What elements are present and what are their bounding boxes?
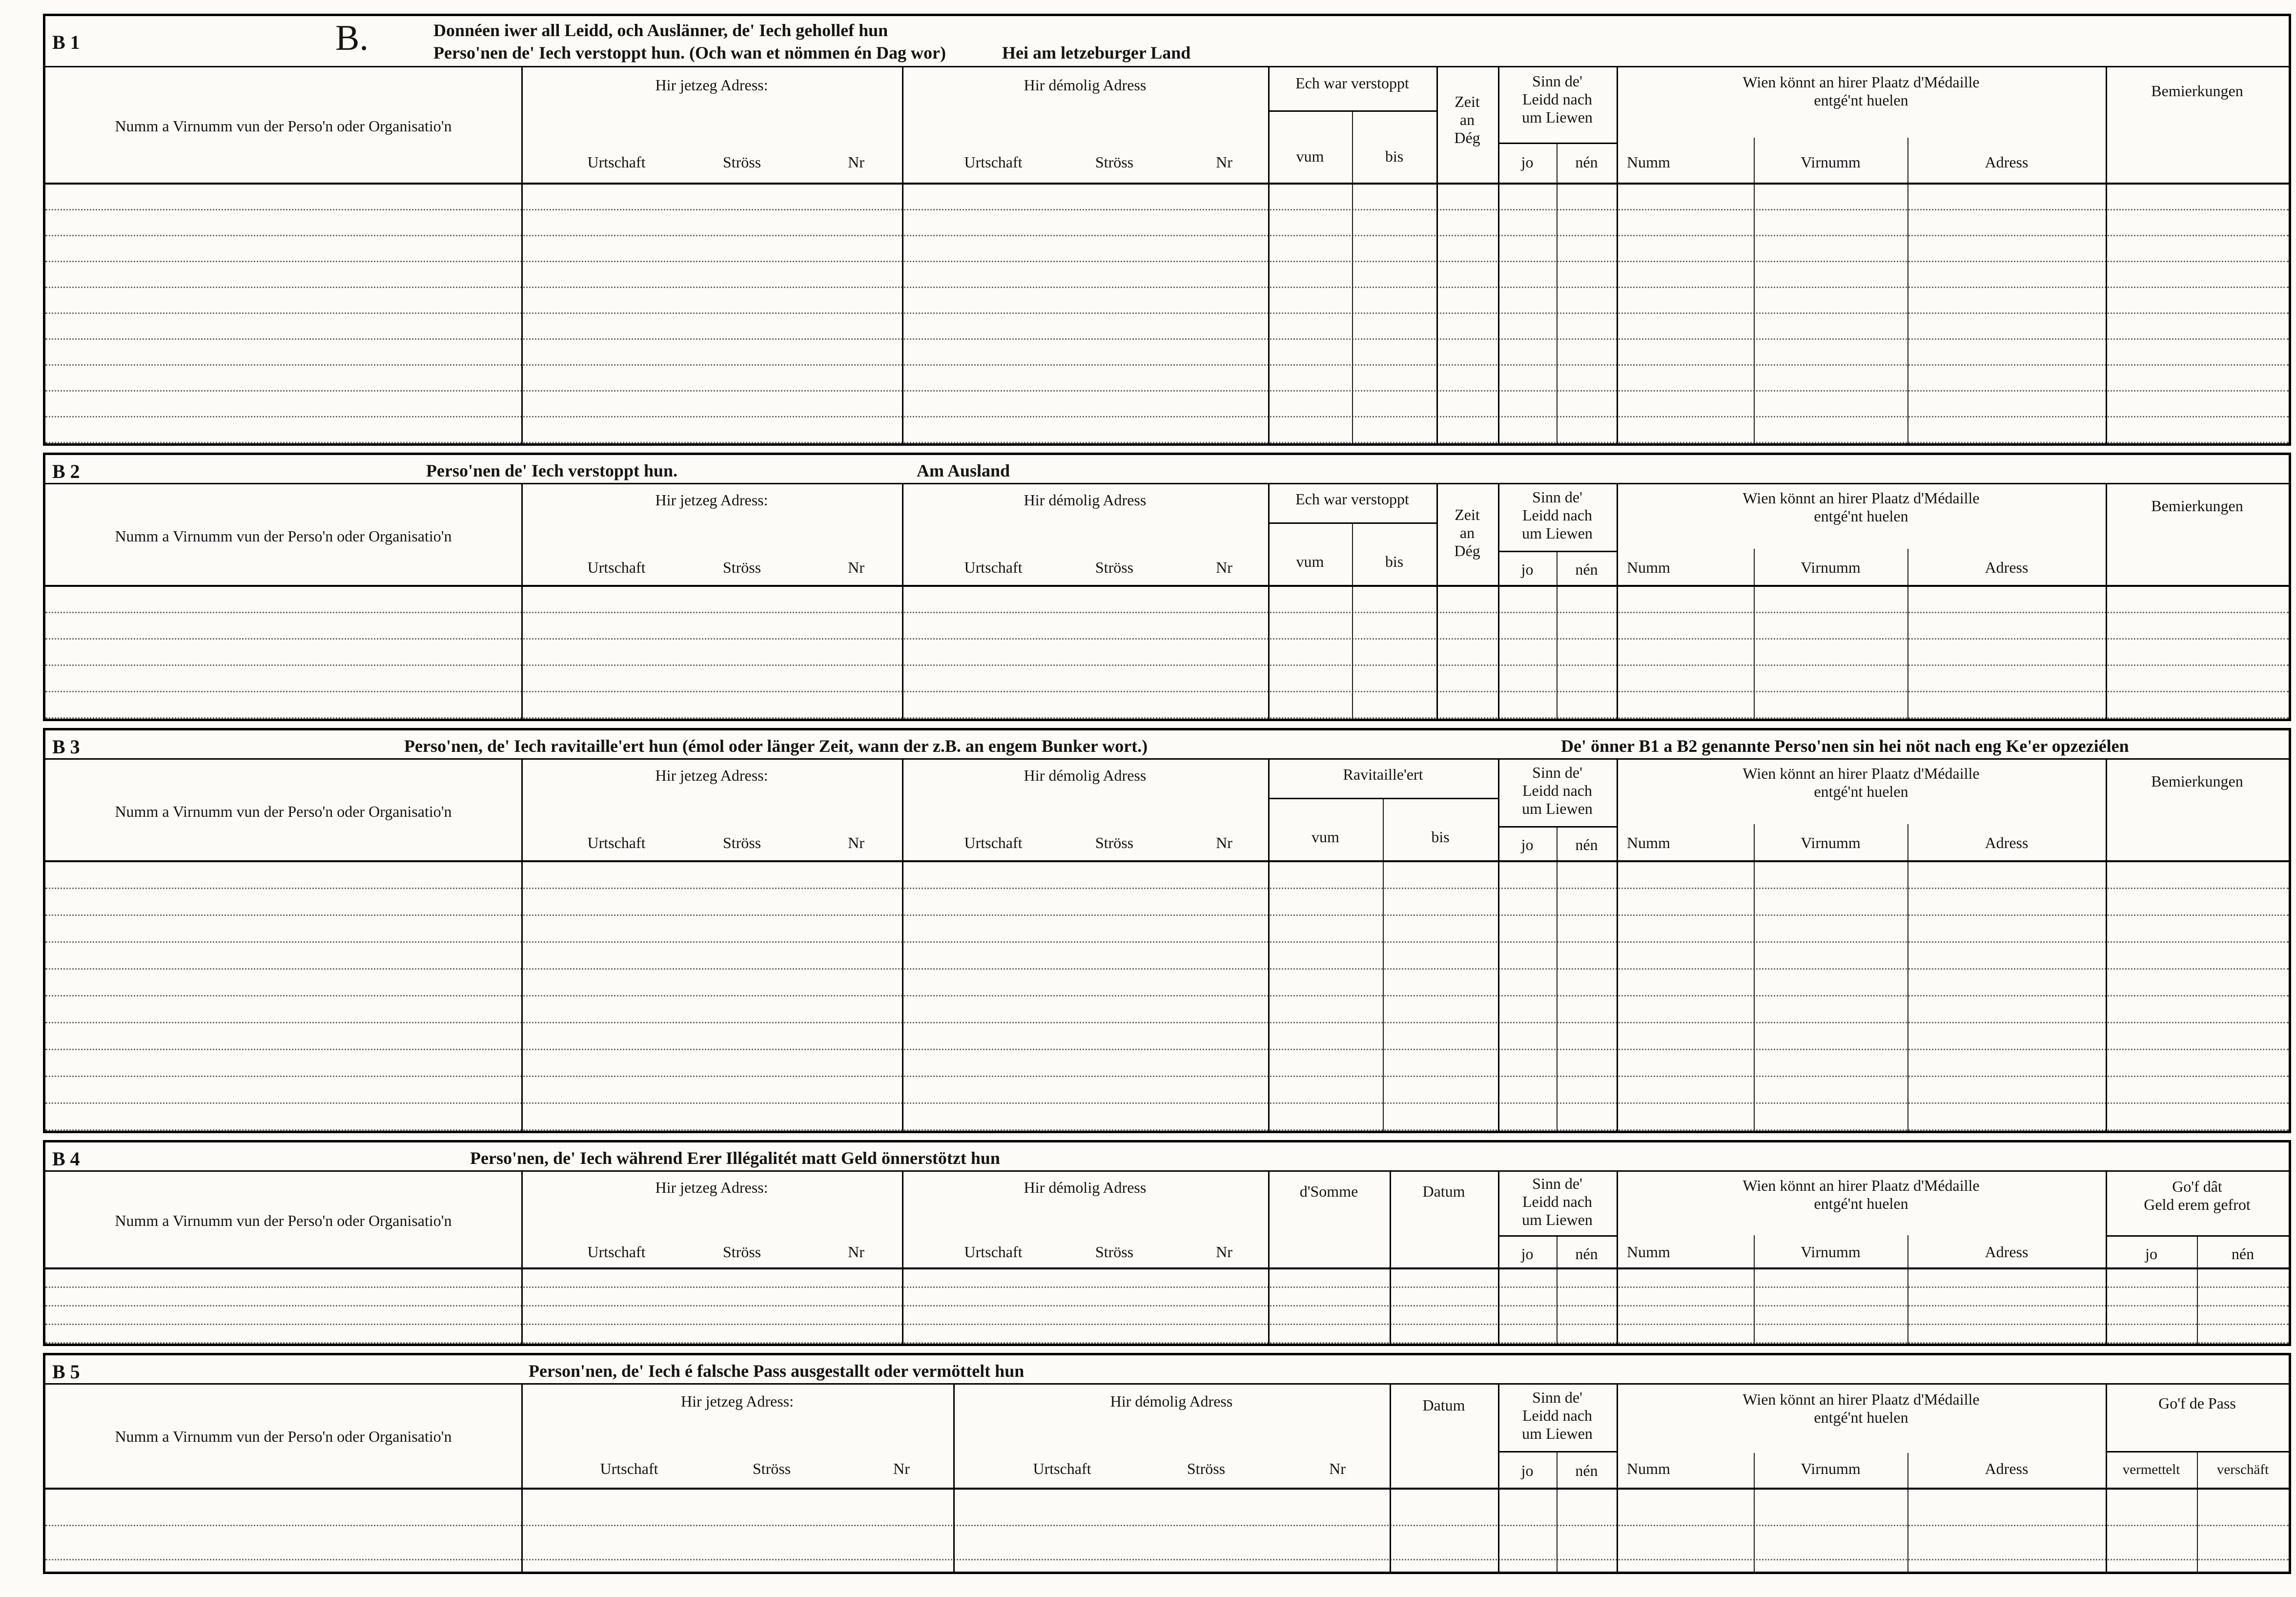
sub-header-jo: jo [1521,1462,1534,1479]
sub-header-nen: nén [1575,836,1598,853]
section-b4-header-band [45,1142,2289,1172]
medal-line2: entgé'nt huelen [1814,1408,1908,1426]
section-b5-body [45,1490,2289,1572]
alive-line2: Leidd nach [1522,1406,1593,1424]
sub-column-divider [1557,862,1558,1131]
section-title: Perso'nen, de' Iech ravitaille'ert hun (émol oder länger Zeit, wann der z.B. an engem Bunker wort.) [404,736,1148,756]
header-subdivider-line [1498,826,1617,828]
section-code: B 5 [52,1361,80,1383]
alive-line3: um Liewen [1522,108,1593,126]
column-divider [902,587,903,719]
write-line [45,613,2289,640]
sub-header-numm: Numm [1627,1243,1670,1261]
section-code: B 3 [52,736,80,758]
header-subdivider-line [1498,143,1617,144]
section-b1-column-headers [45,67,2289,185]
col-header-zeit-an-deg [1436,93,1498,146]
header-subdivider-line [1268,798,1498,799]
section-location: Hei am letzeburger Land [1002,43,1191,62]
alive-line1: Sinn de' [1532,72,1582,90]
sub-column-divider [1383,862,1384,1131]
alive-line2: Leidd nach [1522,90,1593,108]
column-divider [2106,587,2107,719]
section-title: Perso'nen de' Iech verstoppt hun. [426,461,678,480]
col-header-former-address: Hir démolig Adress [1024,76,1147,94]
alive-line2: Leidd nach [1522,506,1593,524]
sub-header-virnumm: Virnumm [1801,1243,1861,1261]
column-divider [1617,587,1618,719]
sub-header-vum: vum [1296,553,1324,570]
sub-column-divider [1557,1269,1558,1344]
medal-line1: Wien könnt an hirer Plaatz d'Médaille [1742,1390,1980,1408]
sub-column-divider [1907,1490,1908,1572]
col-header-former-address: Hir démolig Adress [1024,1179,1147,1196]
write-line [45,1050,2289,1077]
col-header-medal-recipient [1617,765,2106,801]
alive-line3: um Liewen [1522,1210,1593,1228]
sub-header-urtschaft: Urtschaft [964,559,1023,576]
column-divider [521,587,523,719]
zeit-line3: Dég [1454,541,1480,560]
medal-line1: Wien könnt an hirer Plaatz d'Médaille [1742,1177,1980,1194]
sub-header-jo: jo [1521,1245,1534,1263]
write-line [45,1490,2289,1526]
col-header-zeit-an-deg [1436,506,1498,560]
sub-header-stross: Ströss [1187,1460,1226,1477]
section-b4-column-headers [45,1172,2289,1269]
col-header-former-address: Hir démolig Adress [1024,767,1147,784]
section-b4 [43,1140,2291,1346]
col-header-bemierkungen: Bemierkungen [2151,82,2243,100]
sub-header-adress: Adress [1985,1460,2029,1477]
sub-header-stross: Ströss [1095,153,1134,171]
sub-header-numm: Numm [1627,559,1670,576]
zeit-line2: an [1459,110,1475,128]
section-title-line2: Perso'nen de' Iech verstoppt hun. (Och wan et nömmen én Dag wor) [433,43,946,62]
write-line [45,236,2289,262]
col-header-current-address: Hir jetzeg Adress: [655,1179,768,1196]
section-title: Perso'nen, de' Iech während Erer Illégalitét matt Geld önnerstötzt hun [470,1148,1000,1168]
col-header-bemierkungen: Bemierkungen [2151,772,2243,790]
section-b3-column-headers [45,760,2289,862]
medal-line1: Wien könnt an hirer Plaatz d'Médaille [1742,765,1980,782]
column-divider [1268,185,1270,443]
column-divider [1617,1269,1618,1344]
col-header-current-address: Hir jetzeg Adress: [655,76,768,94]
col-header-datum: Datum [1422,1182,1465,1200]
section-b1 [43,14,2291,446]
sub-header-urtschaft: Urtschaft [587,1243,646,1261]
sub-header-nen: nén [1575,560,1598,578]
write-line [45,970,2289,996]
form-table-area [43,14,2291,1581]
sub-header-urtschaft: Urtschaft [964,1243,1023,1261]
section-code: B 2 [52,460,80,482]
sub-header-nen: nén [1575,153,1598,171]
column-divider [1390,1269,1391,1344]
column-divider [1617,1490,1618,1572]
col-header-alive [1498,1175,1617,1228]
alive-line1: Sinn de' [1532,1389,1582,1406]
sub-header-jo: jo [1521,560,1534,578]
sub-header-nr: Nr [848,1243,864,1261]
sub-header-bis: bis [1385,147,1404,165]
write-line [45,1077,2289,1104]
col-header-hidden-period: Ech war verstoppt [1295,74,1409,92]
col-header-somme: d'Somme [1299,1182,1358,1200]
sub-header-stross: Ströss [722,834,761,851]
section-b1-header-band [45,16,2289,67]
medal-line2: entgé'nt huelen [1814,782,1908,800]
sub-header-adress: Adress [1985,153,2029,171]
sub-header-vum: vum [1312,828,1339,846]
col-header-former-address: Hir démolig Adress [1110,1392,1233,1410]
write-line [45,666,2289,692]
sub-header-nr: Nr [848,153,864,171]
sub-column-divider [1754,185,1755,443]
sub-header-virnumm: Virnumm [1801,153,1861,171]
col-header-current-address: Hir jetzeg Adress: [680,1392,794,1410]
col-header-alive [1498,1389,1617,1442]
column-divider [1617,185,1618,443]
column-divider [1498,1269,1499,1344]
sub-header-adress: Adress [1985,1243,2029,1261]
write-line [45,916,2289,943]
sub-header-nr: Nr [1216,834,1232,851]
sub-header-stross: Ströss [1095,1243,1134,1261]
col-header-bemierkungen: Bemierkungen [2151,497,2243,515]
sub-header-nen: nén [1575,1462,1598,1479]
sub-column-divider [1907,587,1908,719]
sub-column-divider [1557,1490,1558,1572]
sub-column-divider [1754,1490,1755,1572]
sub-header-numm: Numm [1627,1460,1670,1477]
sub-header-nen: nén [2231,1245,2255,1263]
section-code: B 1 [52,31,80,53]
medal-line1: Wien könnt an hirer Plaatz d'Médaille [1742,73,1980,91]
sub-header-urtschaft: Urtschaft [587,834,646,851]
col-header-datum: Datum [1422,1396,1465,1414]
write-line [45,1288,2289,1307]
section-title-line1: Donnéen iwer all Leidd, och Auslänner, de' Iech gehollef hun [433,21,888,40]
section-code: B 4 [52,1148,80,1170]
write-line [45,392,2289,417]
column-divider [1268,862,1270,1131]
col-header-name: Numm a Virnumm vun der Perso'n oder Organisatio'n [115,1428,452,1445]
col-header-geld-refund [2106,1178,2289,1214]
write-line [45,996,2289,1023]
column-divider [1617,862,1618,1131]
sub-header-jo: jo [1521,836,1534,853]
section-b3-body [45,862,2289,1131]
sub-header-nr: Nr [848,559,864,576]
zeit-line2: an [1459,523,1475,541]
sub-header-nr: Nr [893,1460,910,1477]
col-header-alive [1498,488,1617,542]
sub-column-divider [1754,862,1755,1131]
write-line [45,943,2289,970]
header-subdivider-line [1498,1451,1617,1452]
sub-header-virnumm: Virnumm [1801,834,1861,851]
sub-header-stross: Ströss [1095,834,1134,851]
header-subdivider-line [2106,1235,2289,1237]
column-divider [521,185,523,443]
column-divider [902,862,903,1131]
sub-header-stross: Ströss [722,153,761,171]
col-header-alive [1498,764,1617,817]
section-letter: B. [335,18,369,58]
header-subdivider-line [2106,1451,2289,1452]
header-subdivider-line [1268,110,1436,112]
sub-header-urtschaft: Urtschaft [964,834,1023,851]
section-note: De' önner B1 a B2 genannte Perso'nen sin hei nöt nach eng Ke'er opzeziélen [1561,736,2129,756]
col-header-alive [1498,72,1617,126]
sub-column-divider [1907,862,1908,1131]
col-header-pass-issued: Go'f de Pass [2158,1394,2236,1412]
alive-line3: um Liewen [1522,799,1593,817]
write-line [45,692,2289,719]
sub-header-adress: Adress [1985,834,2029,851]
sub-header-nr: Nr [848,834,864,851]
section-location: Am Ausland [917,461,1010,480]
write-line [45,417,2289,443]
sub-header-vermettelt: vermettelt [2122,1462,2180,1477]
col-header-medal-recipient [1617,73,2106,109]
write-line [45,1269,2289,1288]
medal-line2: entgé'nt huelen [1814,507,1908,525]
refund-line1: Go'f dât [2172,1178,2222,1195]
column-divider [521,1490,523,1572]
sub-header-stross: Ströss [722,559,761,576]
sub-column-divider [1352,185,1353,443]
column-divider [1498,185,1499,443]
sub-column-divider [1907,1269,1908,1344]
section-b5-header-band [45,1355,2289,1385]
medal-line2: entgé'nt huelen [1814,91,1908,109]
col-header-hidden-period: Ech war verstoppt [1295,490,1409,508]
section-b2-header-band [45,455,2289,484]
sub-header-urtschaft: Urtschaft [964,153,1023,171]
medal-line2: entgé'nt huelen [1814,1194,1908,1212]
col-header-medal-recipient [1617,1390,2106,1427]
sub-header-stross: Ströss [1095,559,1134,576]
col-header-name: Numm a Virnumm vun der Perso'n oder Organisatio'n [115,117,452,135]
sub-column-divider [1907,185,1908,443]
sub-header-nr: Nr [1216,559,1232,576]
sub-header-stross: Ströss [752,1460,791,1477]
column-divider [1498,1490,1499,1572]
header-subdivider-line [1498,551,1617,552]
zeit-line3: Dég [1454,128,1480,146]
alive-line1: Sinn de' [1532,1175,1582,1192]
section-b2-body [45,587,2289,719]
column-divider [1436,587,1438,719]
write-line [45,1023,2289,1050]
write-line [45,1325,2289,1344]
sub-column-divider [1557,587,1558,719]
sub-header-nr: Nr [1216,1243,1232,1261]
col-header-current-address: Hir jetzeg Adress: [655,767,768,784]
sub-header-urtschaft: Urtschaft [600,1460,658,1477]
sub-header-urtschaft: Urtschaft [587,153,646,171]
header-subdivider-line [1268,522,1436,524]
write-line [45,1104,2289,1131]
sub-column-divider [1352,587,1353,719]
col-header-name: Numm a Virnumm vun der Perso'n oder Organisatio'n [115,1212,452,1229]
sub-header-stross: Ströss [722,1243,761,1261]
col-header-former-address: Hir démolig Adress [1024,491,1147,509]
column-divider [1268,1269,1270,1344]
col-header-name: Numm a Virnumm vun der Perso'n oder Organisatio'n [115,527,452,545]
alive-line3: um Liewen [1522,524,1593,542]
sub-header-nr: Nr [1216,153,1232,171]
column-divider [2106,862,2107,1131]
section-b3 [43,728,2291,1133]
section-b2-column-headers [45,484,2289,587]
write-line [45,1526,2289,1560]
column-divider [902,1269,903,1344]
write-line [45,262,2289,288]
section-title: Person'nen, de' Iech é falsche Pass ausgestallt oder vermöttelt hun [529,1361,1025,1381]
alive-line2: Leidd nach [1522,781,1593,799]
write-line [45,314,2289,340]
write-line [45,288,2289,314]
write-line [45,862,2289,889]
write-line [45,587,2289,613]
col-header-name: Numm a Virnumm vun der Perso'n oder Organisatio'n [115,803,452,820]
column-divider [1498,862,1499,1131]
write-line [45,185,2289,210]
section-b5-column-headers [45,1385,2289,1490]
column-divider [1498,587,1499,719]
write-line [45,210,2289,236]
column-divider [2106,1490,2107,1572]
write-line [45,640,2289,666]
column-divider [521,862,523,1131]
sub-header-verschaft: verschäft [2216,1462,2269,1477]
col-header-ravitailleert: Ravitaille'ert [1343,766,1423,783]
sub-column-divider [2197,1490,2198,1572]
sub-header-bis: bis [1431,828,1450,846]
write-line [45,366,2289,392]
sub-column-divider [2197,1269,2198,1344]
sub-header-urtschaft: Urtschaft [587,559,646,576]
column-divider [2106,1269,2107,1344]
col-header-medal-recipient [1617,1177,2106,1213]
sub-header-bis: bis [1385,553,1404,570]
sub-header-vum: vum [1296,147,1324,165]
section-b4-body [45,1269,2289,1344]
medal-line1: Wien könnt an hirer Plaatz d'Médaille [1742,489,1980,507]
sub-header-adress: Adress [1985,559,2029,576]
sub-column-divider [1352,110,1353,183]
sub-header-virnumm: Virnumm [1801,1460,1861,1477]
alive-line1: Sinn de' [1532,764,1582,781]
refund-line2: Geld erem gefrot [2144,1195,2251,1213]
col-header-current-address: Hir jetzeg Adress: [655,491,768,509]
section-b3-header-band [45,730,2289,760]
alive-line1: Sinn de' [1532,488,1582,506]
sub-column-divider [1754,1269,1755,1344]
column-divider [1390,1490,1391,1572]
write-line [45,1307,2289,1325]
header-subdivider-line [1498,1235,1617,1237]
section-b5 [43,1353,2291,1574]
column-divider [1268,587,1270,719]
zeit-line1: Zeit [1455,93,1480,110]
column-divider [2106,185,2107,443]
sub-header-numm: Numm [1627,153,1670,171]
zeit-line1: Zeit [1455,506,1480,523]
section-b1-body [45,185,2289,443]
sub-header-jo: jo [2145,1245,2157,1263]
column-divider [953,1490,955,1572]
sub-header-numm: Numm [1627,834,1670,851]
alive-line2: Leidd nach [1522,1192,1593,1210]
write-line [45,889,2289,916]
column-divider [902,185,903,443]
column-divider [521,1269,523,1344]
sub-header-urtschaft: Urtschaft [1033,1460,1091,1477]
sub-header-nen: nén [1575,1245,1598,1263]
column-divider [1436,185,1438,443]
alive-line3: um Liewen [1522,1424,1593,1442]
sub-header-jo: jo [1521,153,1534,171]
sub-column-divider [1557,185,1558,443]
section-b2 [43,453,2291,721]
write-line [45,340,2289,366]
sub-header-virnumm: Virnumm [1801,559,1861,576]
sub-column-divider [1754,587,1755,719]
sub-header-nr: Nr [1329,1460,1346,1477]
col-header-medal-recipient [1617,489,2106,525]
